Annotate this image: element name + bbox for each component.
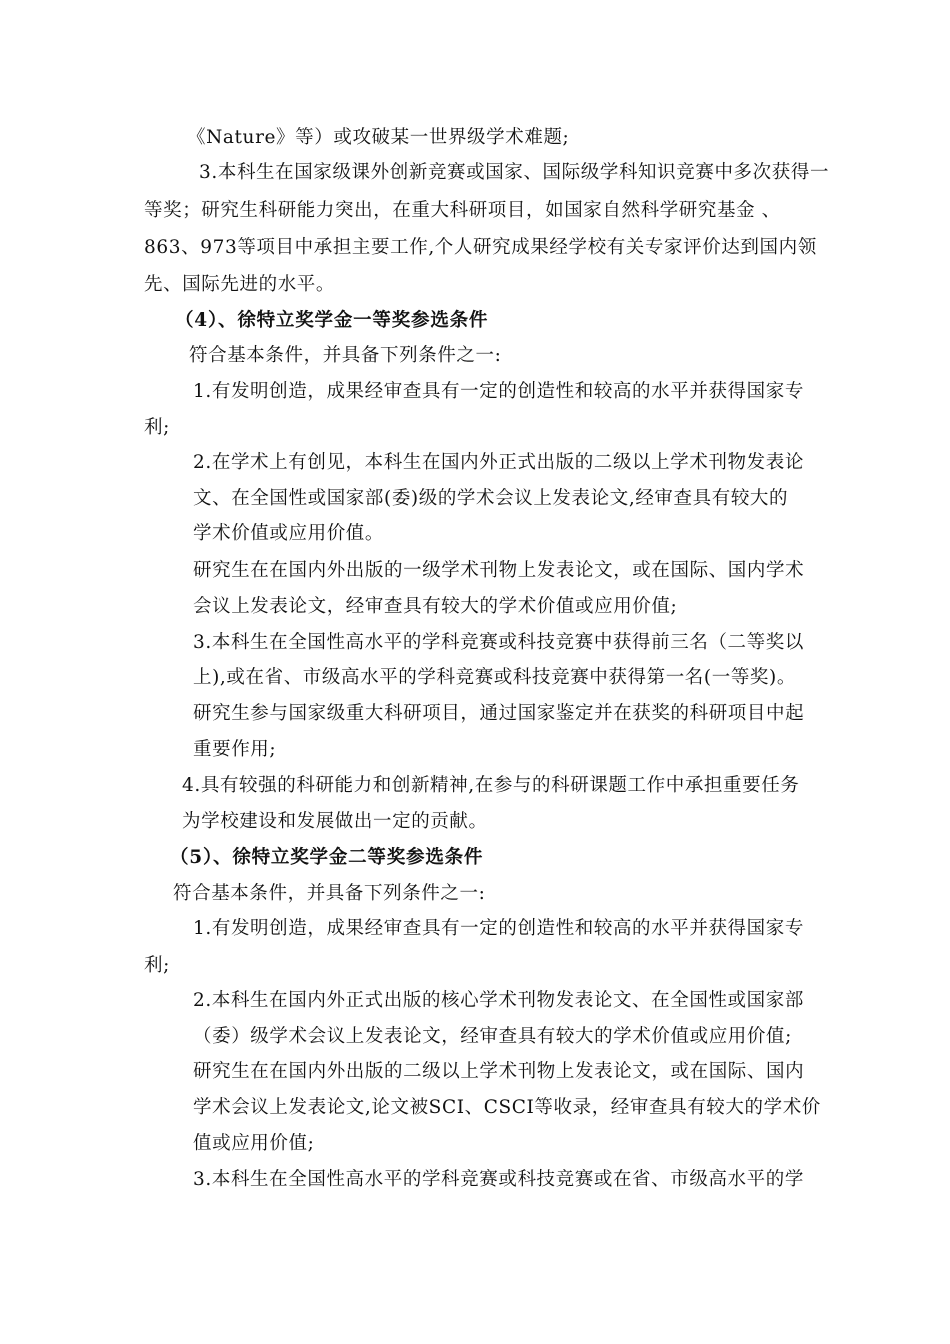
text-line: 等奖；研究生科研能力突出，在重大科研项目，如国家自然科学研究基金 、 (144, 200, 781, 221)
text-line: 1.有发明创造，成果经审查具有一定的创造性和较高的水平并获得国家专 (193, 918, 804, 939)
text-line: 3.本科生在全国性高水平的学科竞赛或科技竞赛或在省、市级高水平的学 (193, 1169, 804, 1190)
text-line: 文、在全国性或国家部(委)级的学术会议上发表论文,经审查具有较大的 (193, 488, 789, 509)
text-line: 符合基本条件，并具备下列条件之一: (173, 883, 486, 904)
text-line: （委）级学术会议上发表论文，经审查具有较大的学术价值或应用价值; (193, 1026, 792, 1047)
section-heading-second-prize: （5）、徐特立奖学金二等奖参选条件 (170, 847, 484, 868)
text-line: 3.本科生在全国性高水平的学科竞赛或科技竞赛中获得前三名（二等奖以 (193, 632, 804, 653)
section-heading-first-prize: （4）、徐特立奖学金一等奖参选条件 (175, 310, 489, 331)
text-line: 学术价值或应用价值。 (193, 523, 385, 544)
text-line: 利; (144, 417, 170, 438)
text-line: 先、国际先进的水平。 (144, 274, 336, 295)
text-line: 1.有发明创造，成果经审查具有一定的创造性和较高的水平并获得国家专 (193, 381, 804, 402)
text-line: 研究生在在国内外出版的一级学术刊物上发表论文，或在国际、国内学术 (193, 560, 805, 581)
text-line: 重要作用; (193, 739, 277, 760)
text-line: 4.具有较强的科研能力和创新精神,在参与的科研课题工作中承担重要任务 (182, 775, 800, 796)
text-line: 研究生在在国内外出版的二级以上学术刊物上发表论文，或在国际、国内 (193, 1061, 805, 1082)
text-line: 《Nature》等）或攻破某一世界级学术难题; (187, 127, 570, 148)
text-line: 2.本科生在国内外正式出版的核心学术刊物发表论文、在全国性或国家部 (193, 990, 804, 1011)
text-line: 2.在学术上有创见，本科生在国内外正式出版的二级以上学术刊物发表论 (193, 452, 804, 473)
text-line: 值或应用价值; (193, 1133, 315, 1154)
text-line: 上),或在省、市级高水平的学科竞赛或科技竞赛中获得第一名(一等奖)。 (193, 667, 796, 688)
text-line: 利; (144, 955, 170, 976)
text-line: 3.本科生在国家级课外创新竞赛或国家、国际级学科知识竞赛中多次获得一 (199, 162, 830, 183)
text-line: 会议上发表论文，经审查具有较大的学术价值或应用价值; (193, 596, 678, 617)
text-line: 863、973等项目中承担主要工作,个人研究成果经学校有关专家评价达到国内领 (144, 237, 817, 258)
text-line: 符合基本条件，并具备下列条件之一: (189, 345, 502, 366)
text-line: 为学校建设和发展做出一定的贡献。 (182, 811, 488, 832)
text-line: 研究生参与国家级重大科研项目，通过国家鉴定并在获奖的科研项目中起 (193, 703, 805, 724)
text-line: 学术会议上发表论文,论文被SCI、CSCI等收录，经审查具有较大的学术价 (193, 1097, 821, 1118)
